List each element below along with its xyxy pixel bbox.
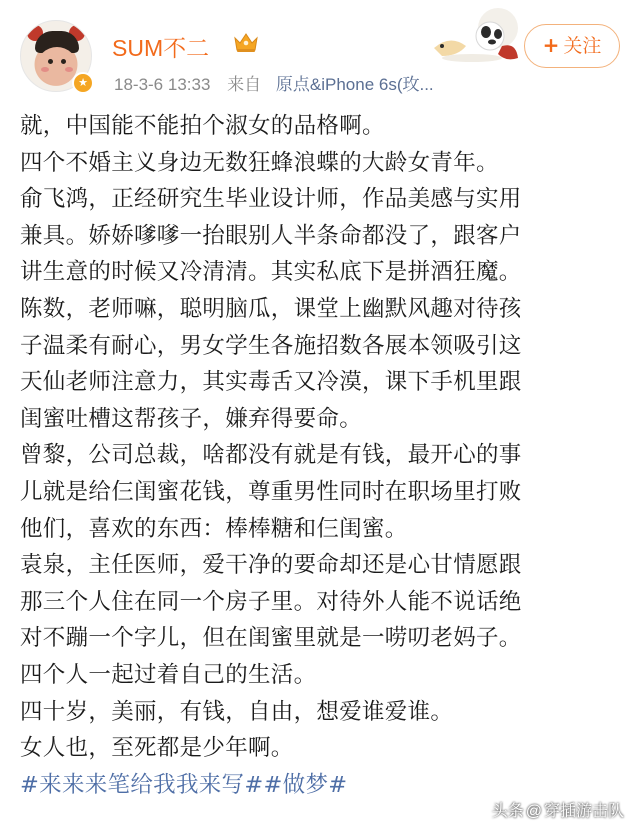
post-text-line: 闺蜜吐槽这帮孩子，嫌弃得要命。: [20, 405, 363, 432]
post-text-line: 曾黎，公司总裁，啥都没有就是有钱，最开心的事: [20, 442, 522, 469]
post-text-line: 就，中国能不能拍个淑女的品格啊。: [20, 113, 385, 139]
card-decoration-icon: [428, 6, 528, 66]
post-text-line: 对不蹦一个字儿，但在闺蜜里就是一唠叨老妈子。: [20, 625, 522, 652]
post-text-line: 袁泉，主任医师，爱干净的要命却还是心甘情愿跟: [20, 552, 522, 579]
post-meta: [114, 70, 434, 95]
post-body: [20, 108, 620, 803]
author-name[interactable]: SUM不二: [112, 35, 210, 61]
post-time: 18-3-6 13:33: [114, 75, 211, 94]
plus-icon: +: [542, 33, 560, 57]
avatar[interactable]: [20, 20, 92, 92]
post-text-line: 俞飞鸿，正经研究生毕业设计师，作品美感与实用: [20, 186, 522, 213]
post-text-line: 讲生意的时候又冷清清。其实私底下是拼酒狂魔。: [20, 259, 522, 286]
post-header: [0, 0, 640, 110]
post-text-line: 他们，喜欢的东西：棒棒糖和仨闺蜜。: [20, 515, 408, 542]
watermark-account: 穿插游击队: [543, 803, 624, 820]
post-source[interactable]: 原点&iPhone 6s(玫...: [275, 75, 434, 94]
post-text-line: 四个人一起过着自己的生活。: [20, 661, 317, 688]
hashtag-links[interactable]: #来来来笔给我我来写##做梦#: [20, 771, 348, 798]
source-prefix: 来自: [227, 75, 262, 94]
watermark: [492, 798, 624, 821]
post-text-line: 兼具。娇娇嗲嗲一抬眼别人半条命都没了，跟客户: [20, 222, 522, 249]
post-text-line: 儿就是给仨闺蜜花钱，尊重男性同时在职场里打败: [20, 478, 522, 505]
post-text-line: 子温柔有耐心，男女学生各施招数各展本领吸引这: [20, 332, 522, 359]
post-text-line: 天仙老师注意力，其实毒舌又冷漠，课下手机里跟: [20, 369, 522, 396]
post-text-line: 陈数，老师嘛，聪明脑瓜，课堂上幽默风趣对待孩: [20, 295, 522, 322]
watermark-at: @: [525, 803, 542, 820]
post-text-line: 四十岁，美丽，有钱，自由，想爱谁爱谁。: [20, 698, 454, 725]
post-text-line: 那三个人住在同一个房子里。对待外人能不说话绝: [20, 588, 522, 615]
verified-badge-icon: ★: [72, 72, 94, 94]
vip-crown-icon: [232, 30, 260, 54]
post-text-line: 女人也，至死都是少年啊。: [20, 735, 294, 762]
follow-button[interactable]: [524, 24, 620, 68]
follow-label: 关注: [563, 35, 602, 57]
watermark-platform: 头条: [491, 803, 524, 820]
post-text-line: 四个不婚主义身边无数狂蜂浪蝶的大龄女青年。: [20, 149, 499, 176]
